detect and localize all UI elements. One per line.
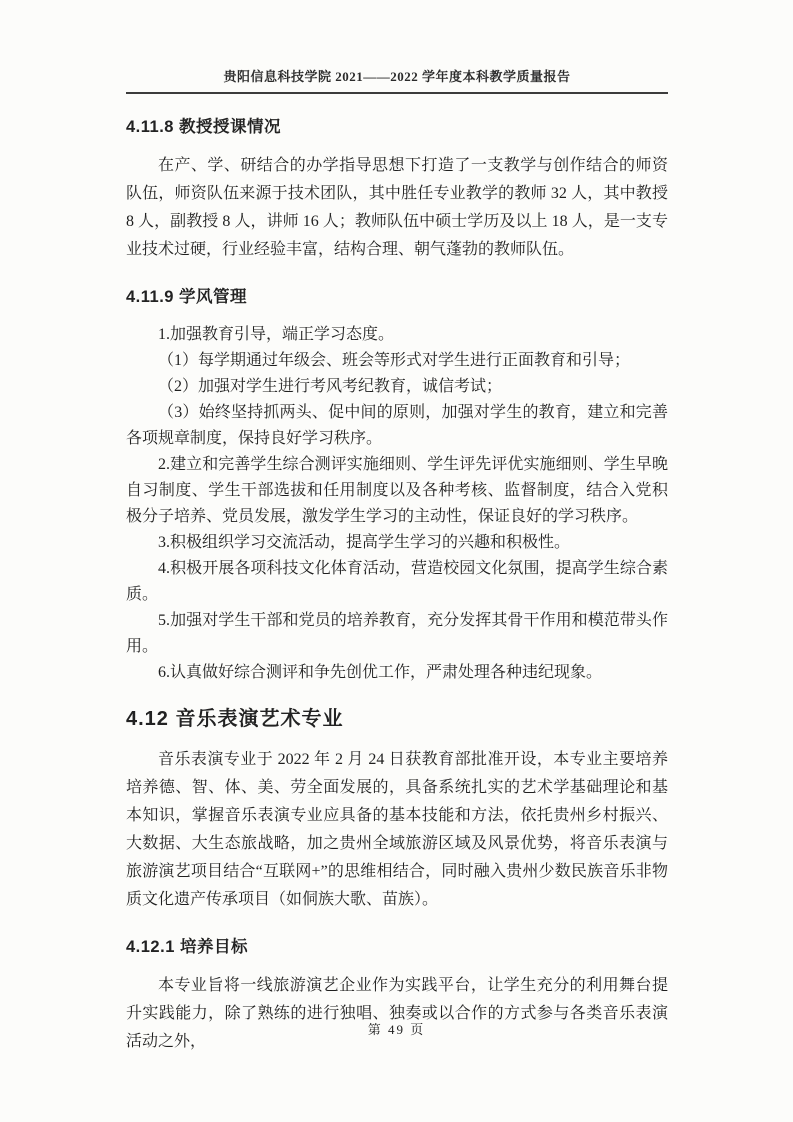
heading-4-12-music-performance-major: 4.12 音乐表演艺术专业 bbox=[126, 708, 344, 730]
list-item-4: 4.积极开展各项科技文化体育活动，营造校园文化氛围，提高学生综合素质。 bbox=[126, 560, 668, 603]
paragraph-training-objectives: 本专业旨将一线旅游演艺企业作为实践平台，让学生充分的利用舞台提升实践能力，除了熟练的进行独唱、独奏或以合作的方式参与各类音乐表演活动之外， bbox=[126, 977, 668, 1050]
running-header: 贵阳信息科技学院 2021——2022 学年度本科教学质量报告 bbox=[126, 68, 668, 94]
heading-4-12-1-training-objectives: 4.12.1 培养目标 bbox=[126, 938, 248, 956]
page-number: 第 49 页 bbox=[367, 1022, 426, 1037]
list-item-1-2: （2）加强对学生进行考风考纪教育，诚信考试； bbox=[158, 378, 503, 395]
list-item-1-3: （3）始终坚持抓两头、促中间的原则，加强对学生的教育，建立和完善各项规章制度，保持良好学习秩序。 bbox=[126, 404, 668, 447]
heading-4-11-9-study-style-management: 4.11.9 学风管理 bbox=[126, 288, 248, 306]
paragraph-major-introduction: 音乐表演专业于 2022 年 2 月 24 日获教育部批准开设，本专业主要培养培养德、智、体、美、劳全面发展的，具备系统扎实的艺术学基础理论和基本知识，掌握音乐表演专业应具备的基本技能和方法，依托贵州乡村振兴、大数据、大生态旅战略，加之贵州全域旅游区域及风景优势，将音乐表演与旅游演艺项目结合“互联网+”的思维相结合，同时融入贵州少数民族音乐非物质文化遗产传承项目（如侗族大歌、苗族）。 bbox=[126, 751, 668, 908]
list-item-5: 5.加强对学生干部和党员的培养教育，充分发挥其骨干作用和模范带头作用。 bbox=[126, 612, 668, 655]
list-item-2: 2.建立和完善学生综合测评实施细则、学生评先评优实施细则、学生早晚自习制度、学生干部选拔和任用制度以及各种考核、监督制度，结合入党积极分子培养、党员发展，激发学生学习的主动性，保证良好的学习秩序。 bbox=[126, 456, 668, 525]
list-item-3: 3.积极组织学习交流活动，提高学生学习的兴趣和积极性。 bbox=[158, 534, 571, 551]
heading-4-11-8-teaching-by-professors: 4.11.8 教授授课情况 bbox=[126, 118, 282, 136]
list-item-1-1: （1）每学期通过年级会、班会等形式对学生进行正面教育和引导； bbox=[158, 352, 631, 369]
paragraph-faculty-team: 在产、学、研结合的办学指导思想下打造了一支教学与创作结合的师资队伍，师资队伍来源于技术团队，其中胜任专业教学的教师 32 人，其中教授 8 人，副教授 8 人，讲师 16 人；教师队伍中硕士学历及以上 18 人，是一支专业技术过硬，行业经验丰富，结构合理、朝气蓬勃的教师队伍。 bbox=[126, 157, 668, 258]
list-item-1: 1.加强教育引导，端正学习态度。 bbox=[158, 326, 395, 343]
list-item-6: 6.认真做好综合测评和争先创优工作，严肃处理各种违纪现象。 bbox=[158, 664, 603, 681]
